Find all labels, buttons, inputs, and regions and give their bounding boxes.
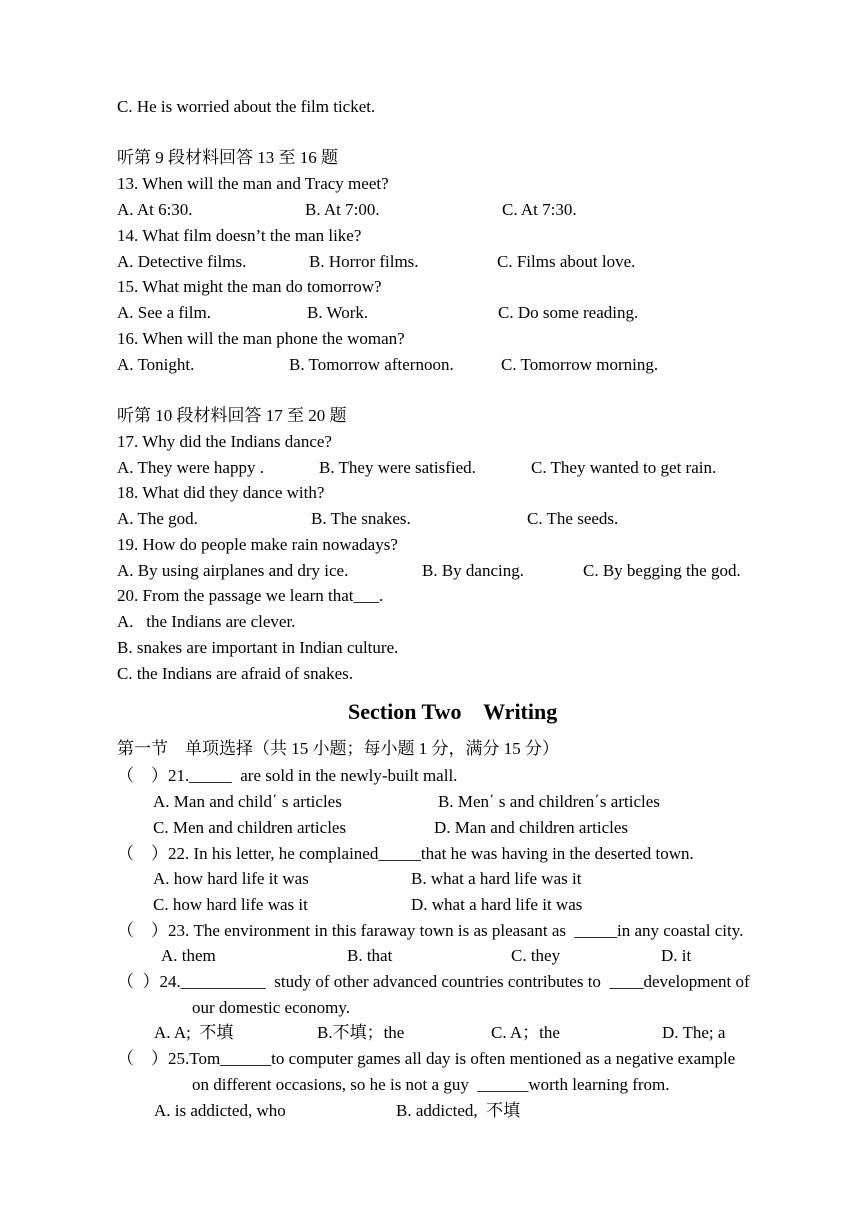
q22-option-b: B. what a hard life was it (411, 869, 582, 888)
q24-stem (117, 972, 750, 992)
q20-blank: ___ (353, 586, 380, 605)
q23-option-c: C. they (511, 946, 561, 965)
q18-option-c: C. The seeds. (527, 509, 619, 528)
q21-number: （ ）21. (117, 766, 190, 785)
q23-option-d: D. it (661, 946, 692, 965)
q22-option-c: C. how hard life was it (153, 895, 308, 914)
q25-stem-continued (192, 1075, 669, 1095)
q24-option-b: B.不填；the (317, 1023, 405, 1042)
q22-option-a: A. how hard life it was (153, 869, 309, 888)
q22-option-d: D. what a hard life it was (411, 895, 583, 914)
section-10-header: 听第 10 段材料回答 17 至 20 题 (117, 406, 347, 425)
q18-option-b: B. The snakes. (311, 509, 411, 528)
q23-stem (117, 921, 743, 941)
q24-number: （ ）24. (117, 972, 181, 991)
q25-option-a: A. is addicted, who (154, 1101, 286, 1120)
q23-stem-end: in any coastal city. (616, 921, 744, 940)
q20-stem (117, 586, 383, 606)
q13-option-b: B. At 7:00. (305, 200, 380, 219)
q24-stem-text: study of other advanced countries contributes to (265, 972, 610, 991)
q21-option-c: C. Men and children articles (153, 818, 347, 837)
q18-stem: 18. What did they dance with? (117, 483, 325, 502)
section-9-header: 听第 9 段材料回答 13 至 16 题 (117, 148, 338, 167)
q18-option-a: A. The god. (117, 509, 198, 528)
q15-option-a: A. See a film. (117, 303, 211, 322)
q15-option-b: B. Work. (307, 303, 369, 322)
q23-option-a: A. them (161, 946, 216, 965)
q24-blank-1: __________ (180, 972, 266, 991)
q20-stem-text: 20. From the passage we learn that (117, 586, 354, 605)
q17-option-a: A. They were happy . (117, 458, 264, 477)
q16-option-b: B. Tomorrow afternoon. (289, 355, 454, 374)
q21-option-d: D. Man and children articles (434, 818, 629, 837)
q25-continued-end: worth learning from. (528, 1075, 670, 1094)
q14-option-b: B. Horror films. (309, 252, 419, 271)
section-two-title: Section Two Writing (348, 699, 558, 724)
q21-stem-text: are sold in the newly-built mall. (231, 766, 458, 785)
q24-stem-end: development of (643, 972, 750, 991)
q20-option-c: C. the Indians are afraid of snakes. (117, 664, 354, 683)
q25-number: （ ）25.Tom (117, 1049, 221, 1068)
q25-option-b: B. addicted, 不填 (396, 1101, 521, 1120)
q22-stem-text: （ ）22. In his letter, he complained (117, 844, 379, 863)
q20-option-a: A. the Indians are clever. (117, 612, 296, 631)
q14-stem: 14. What film doesn’t the man like? (117, 226, 362, 245)
q21-option-b: B. Men΄ s and children΄s articles (438, 792, 660, 811)
q16-option-c: C. Tomorrow morning. (501, 355, 659, 374)
q20-stem-end: . (379, 586, 384, 605)
q16-stem: 16. When will the man phone the woman? (117, 329, 405, 348)
q13-option-a: A. At 6:30. (117, 200, 193, 219)
q23-option-b: B. that (347, 946, 393, 965)
q14-option-a: A. Detective films. (117, 252, 247, 271)
q17-option-c: C. They wanted to get rain. (531, 458, 717, 477)
q17-stem: 17. Why did the Indians dance? (117, 432, 332, 451)
q17-option-b: B. They were satisfied. (319, 458, 476, 477)
q23-stem-text: （ ）23. The environment in this faraway town is as pleasant as (117, 921, 575, 940)
q16-option-a: A. Tonight. (117, 355, 195, 374)
q13-stem: 13. When will the man and Tracy meet? (117, 174, 389, 193)
q24-option-a: A. A; 不填 (154, 1023, 234, 1042)
q25-stem-text: to computer games all day is often mentioned as a negative example (271, 1049, 736, 1068)
q19-option-b: B. By dancing. (422, 561, 524, 580)
q22-stem (117, 844, 694, 864)
q24-option-d: D. The; a (662, 1023, 726, 1042)
q25-stem (117, 1049, 735, 1069)
q19-option-c: C. By begging the god. (583, 561, 741, 580)
q22-stem-end: that he was having in the deserted town. (420, 844, 694, 863)
q12-option-c: C. He is worried about the film ticket. (117, 97, 376, 116)
q19-option-a: A. By using airplanes and dry ice. (117, 561, 349, 580)
q20-option-b: B. snakes are important in Indian culture. (117, 638, 399, 657)
q25-blank-2: ______ (477, 1075, 529, 1094)
q14-option-c: C. Films about love. (497, 252, 636, 271)
q15-stem: 15. What might the man do tomorrow? (117, 277, 382, 296)
q23-blank: _____ (574, 921, 617, 940)
q21-option-a: A. Man and child΄ s articles (153, 792, 342, 811)
q13-option-c: C. At 7:30. (502, 200, 577, 219)
q19-stem: 19. How do people make rain nowadays? (117, 535, 398, 554)
q24-stem-continued: our domestic economy. (192, 998, 350, 1017)
q25-blank-1: ______ (220, 1049, 272, 1068)
q24-option-c: C. A；the (491, 1023, 560, 1042)
q24-blank-2: ____ (609, 972, 644, 991)
q15-option-c: C. Do some reading. (498, 303, 639, 322)
part-1-header: 第一节 单项选择（共 15 小题；每小题 1 分，满分 15 分） (117, 739, 559, 758)
q22-blank: _____ (378, 844, 421, 863)
q21-stem (117, 766, 457, 786)
q25-continued-text: on different occasions, so he is not a guy (192, 1075, 478, 1094)
q21-blank: _____ (189, 766, 232, 785)
